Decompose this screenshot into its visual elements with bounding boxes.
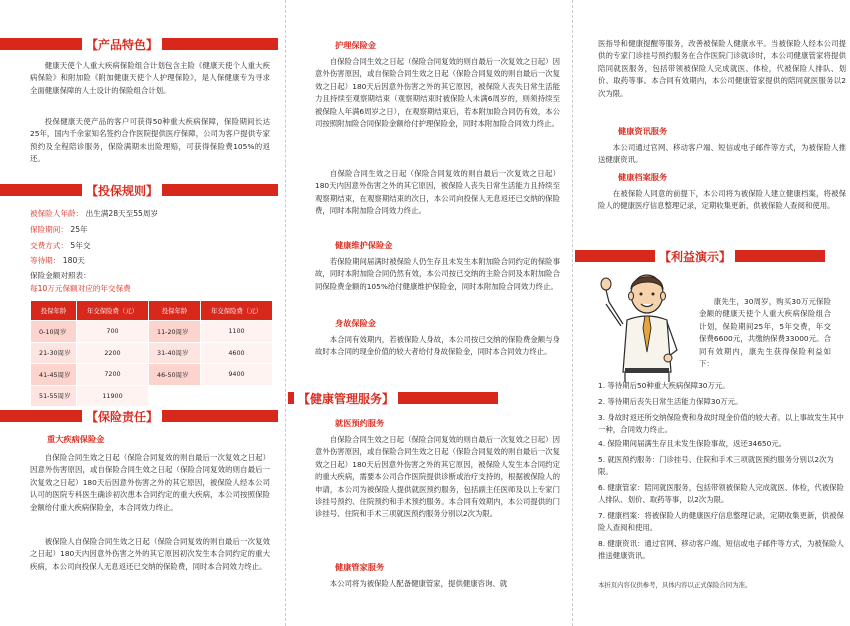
table-header-row [31,301,273,321]
table-cell: 21-30周岁 [31,342,77,364]
rule-key: 被保险人年龄： [30,209,84,218]
info-subtitle: 健康资讯服务 [618,126,668,136]
duty-paragraph-1: 自保险合同生效之日起（保险合同复效的则自最后一次复效之日起）因意外伤害原因，或自保险合同生效之日起（保险合同复效的则自最后一次复效之日起）180天后因意外伤害之外的其它原因，被保险人经本公司认可的医院专科医生确诊初次患本合同约定的重大疾病，本公司按照保险金额给付重大疾病保险金，本合同效力终止。 [30,453,270,512]
benefit-item-6: 6. 健康管家：陪同就医服务，包括带领被保险人完成就医、体检，代被保险人排队、划价、取药等事，以2次为限。 [598,483,844,504]
benefit-item-2: 2. 等待期后丧失日常生活能力保障30万元。 [598,397,743,406]
cartoon-man-illustration [595,272,695,382]
maintenance-subtitle: 健康维护保险金 [335,240,393,250]
section-bar [735,250,825,262]
section-bar [0,410,82,422]
maintenance-paragraph: 若保险期间届满时被保险人仍生存且未发生本附加险合同约定的保险事故，同时本附加险合同仍然有效，本公司按已交纳的主险合同及本附加险合同保险费金额的105%给付健康维护保险金，同时本附加险合同效力终止。 [315,257,560,291]
duty-subtitle: 重大疾病保险金 [47,434,105,444]
section-header-health [288,388,498,408]
section-title: 【投保规则】 [86,183,159,198]
table-cell: 31-40周岁 [149,342,201,364]
appointment-paragraph: 自保险合同生效之日起（保险合同复效的则自最后一次复效之日起）因意外伤害原因，或自保险合同生效之日起（保险合同复效的则自最后一次复效之日起）180天后因意外伤害之外的其它原因，被保险人发生本合同约定的重大疾病，需要本公司合作医院提供诊断或治疗支持的，根据被保险人的申请，本公司为被保险人提供就医预约服务，包括副主任医师及以上专家门诊挂号预约、住院预约和手术预约服务。本合同有效期内，本公司提供的门诊挂号、住院和手术三项就医预约服务分别以2次为限。 [315,435,560,519]
table-row [31,364,273,386]
section-title: 【利益演示】 [659,249,732,264]
rule-key: 保险期间： [30,225,68,234]
disclaimer-footnote: 本折页内容仅供参考，具体内容以正式保险合同为准。 [598,581,752,589]
benefit-item-3: 3. 身故时返还所交纳保险费和身故时现金价值的较大者。以上事故发生其中一种，合同效力终止。 [598,413,844,434]
table-cell-empty [149,385,201,407]
section-header-duty [0,406,278,426]
info-paragraph: 本公司通过官网、移动客户端、短信或电子邮件等方式，为被保险人推送健康资讯。 [598,143,846,165]
table-cell: 4600 [201,342,273,364]
column-right [575,0,850,626]
benefit-item-1: 1. 等待期后50种重大疾病保障30万元。 [598,381,730,390]
premium-table [30,300,273,407]
section-bar [162,410,278,422]
table-cell: 11900 [77,385,149,407]
file-paragraph: 在被保险人同意的前提下，本公司将为被保险人建立健康档案，将被保险人的健康医疗信息整理记录，定期收集更新，供被保险人查阅和使用。 [598,189,846,211]
section-title: 【产品特色】 [86,37,159,52]
manager-paragraph-continued: 医指导和健康提醒等服务，改善被保险人健康水平。当被保险人经本公司提供的专家门诊挂号预约服务在合作医院门诊就诊时，本公司健康管家将提供陪同就医服务，包括带领被保险人完成就医、体检，代被保险人排队、划价、取药等事。本合同有效期内，本公司健康管家提供的陪同就医服务以2次为限。 [598,39,846,98]
section-bar [162,184,278,196]
rule-age [30,208,158,219]
table-row [31,321,273,343]
table-cell: 11-20周岁 [149,321,201,343]
rule-value: 5年交 [70,241,91,250]
rule-waiting [30,255,85,266]
appointment-subtitle: 就医预约服务 [335,418,385,428]
benefit-item-4: 4. 保险期间届满生存且未发生保险事故，返还34650元。 [598,439,787,448]
section-title: 【健康管理服务】 [298,391,395,406]
death-subtitle: 身故保险金 [335,318,376,328]
fold-line-left [285,0,286,626]
table-cell: 51-55周岁 [31,385,77,407]
rule-key: 交费方式： [30,241,68,250]
features-paragraph-2: 投保健康天使产品的客户可获得50种重大疾病保障，保险期间长达25年，国内千余家知名签约合作医院提供医疗保障，公司为客户提供专家预约及全程陪诊服务，保险满期未出险理赔，可获得保险费105%的返还。 [30,117,270,164]
column-left [0,0,283,626]
benefit-item-8: 8. 健康资讯：通过官网、移动客户端、短信或电子邮件等方式，为被保险人推送健康资讯。 [598,539,844,560]
rule-payment [30,240,90,251]
table-cell: 1100 [201,321,273,343]
rule-value: 180天 [62,256,85,265]
table-header: 年交保险费（元） [201,301,273,321]
rule-period [30,224,88,235]
section-bar [0,38,82,50]
section-bar [398,392,498,404]
care-subtitle: 护理保险金 [335,40,376,50]
care-paragraph-2: 自保险合同生效之日起（保险合同复效的则自最后一次复效之日起）180天内因意外伤害之外的其它原因，被保险人丧失日常生活能力且持续至观察期结束，在观察期结束的次日，本公司向投保人无息返还已交纳的保险费，同时本附加险合同效力终止。 [315,169,560,216]
manager-subtitle: 健康管家服务 [335,562,385,572]
section-bar [575,250,655,262]
rule-key: 等待期： [30,256,61,265]
section-header-features [0,34,278,54]
table-cell: 9400 [201,364,273,386]
section-header-rules [0,180,278,200]
table-cell: 46-50周岁 [149,364,201,386]
death-paragraph: 本合同有效期内，若被保险人身故，本公司按已交纳的保险费金额与身故时本合同的现金价值的较大者给付身故保险金，同时本合同效力终止。 [315,335,560,357]
table-cell-empty [201,385,273,407]
table-header: 年交保险费（元） [77,301,149,321]
premium-intro: 保险金额对照表： [30,271,91,280]
rule-value: 25年 [70,225,88,234]
manager-paragraph: 本公司将为被保险人配备健康管家，提供健康咨询、就 [329,579,508,588]
file-subtitle: 健康档案服务 [618,172,668,182]
table-row [31,342,273,364]
table-cell: 2200 [77,342,149,364]
rule-value: 出生满28天至55周岁 [85,209,159,218]
care-paragraph-1: 自保险合同生效之日起（保险合同复效的则自最后一次复效之日起）因意外伤害原因，或自保险合同生效之日起（保险合同复效的则自最后一次复效之日起）180天后因意外伤害之外的其它原因，被保险人丧失日常生活能力且持续至观察期结束（观察期结束时被保险人未满6周岁的，则须持续至被保险人年满6周岁之日），在观察期结束后，若本附加险合同仍有效，本公司按照附加险合同保险金额给付护理保险金，同时本附加险合同效力终止。 [315,57,560,129]
table-header: 投保年龄 [149,301,201,321]
table-cell: 41-45周岁 [31,364,77,386]
fold-line-right [572,0,573,626]
features-paragraph-1: 健康天使个人重大疾病保险组合计划包含主险《健康天使个人重大疾病保险》和附加险《附加健康天使个人护理保险》，是人保健康专为寻求全面健康保障的人士设计的保险组合计划。 [30,61,270,95]
section-header-demo [575,246,825,266]
column-middle [288,0,570,626]
table-header: 投保年龄 [31,301,77,321]
table-cell: 0-10周岁 [31,321,77,343]
benefit-item-5: 5. 就医预约服务：门诊挂号、住院和手术三项就医预约服务分别以2次为限。 [598,455,834,476]
section-title: 【保险责任】 [86,409,159,424]
table-cell: 7200 [77,364,149,386]
duty-paragraph-2: 被保险人自保险合同生效之日起（保险合同复效的则自最后一次复效之日起）180天内因意外伤害之外的其它原因初次发生本合同约定的重大疾病，本公司向投保人无息返还已交纳的保险费，同时本合同效力终止。 [30,537,270,571]
table-row [31,385,273,407]
demo-paragraph: 康先生，30周岁，购买30万元保险金额的健康天使个人重大疾病保险组合计划，保险期间25年，5年交费，年交保费6600元，共缴纳保费33000元。合同有效期内，康先生获得保险利益如下： [699,297,831,369]
section-bar [162,38,278,50]
benefit-item-7: 7. 健康档案：将被保险人的健康医疗信息整理记录，定期收集更新，供被保险人查阅和使用。 [598,511,844,532]
premium-caption: 每10万元保额对应的年交保费 [30,284,131,293]
section-bar [0,184,82,196]
table-cell: 700 [77,321,149,343]
